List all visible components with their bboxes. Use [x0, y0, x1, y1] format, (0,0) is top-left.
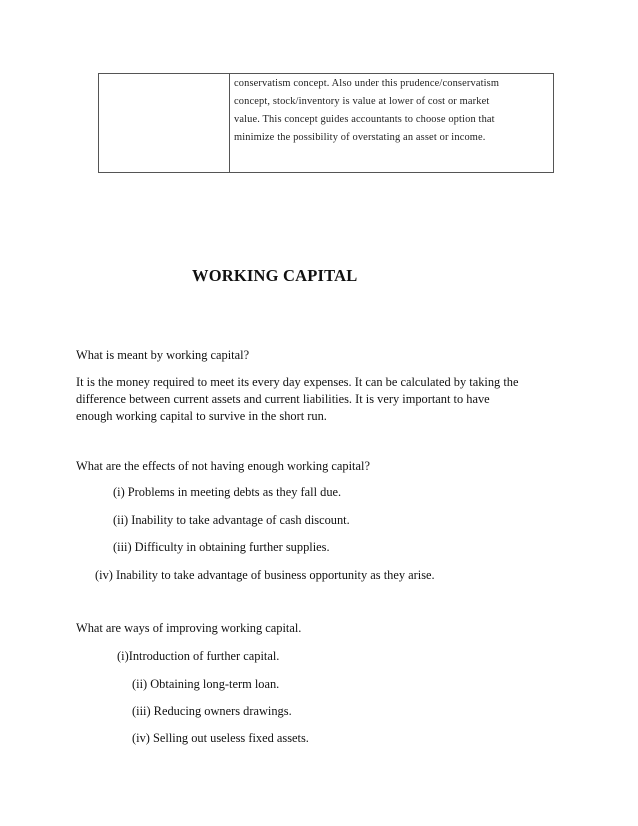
concept-table-fragment — [98, 73, 554, 173]
list-item: (iii) Difficulty in obtaining further supplies. — [113, 540, 330, 554]
list-item: (ii) Inability to take advantage of cash discount. — [113, 513, 350, 527]
table-right-cell — [230, 74, 553, 172]
list-item: (iv) Inability to take advantage of business opportunity as they arise. — [95, 568, 435, 582]
table-left-cell — [99, 74, 230, 172]
table-line: concept, stock/inventory is value at lower of cost or market — [234, 96, 490, 107]
table-line: value. This concept guides accountants to choose option that — [234, 114, 495, 125]
list-item: (i) Problems in meeting debts as they fall due. — [113, 485, 342, 499]
answer-line: difference between current assets and current liabilities. It is very important to have — [76, 392, 490, 406]
table-line: conservatism concept. Also under this prudence/conservatism — [234, 78, 500, 89]
list-item: (iv) Selling out useless fixed assets. — [132, 731, 309, 745]
table-line: minimize the possibility of overstating an asset or income. — [234, 132, 486, 143]
answer-line: It is the money required to meet its every day expenses. It can be calculated by taking the — [76, 375, 519, 389]
list-item: (iii) Reducing owners drawings. — [132, 704, 292, 718]
answer-paragraph — [76, 374, 556, 425]
question-working-capital-meaning: What is meant by working capital? — [76, 348, 250, 362]
question-effects: What are the effects of not having enough working capital? — [76, 459, 370, 473]
list-item: (i)Introduction of further capital. — [117, 649, 280, 663]
section-title: WORKING CAPITAL — [192, 266, 358, 285]
list-item: (ii) Obtaining long-term loan. — [132, 677, 280, 691]
answer-line: enough working capital to survive in the short run. — [76, 409, 327, 423]
question-improving: What are ways of improving working capital. — [76, 621, 302, 635]
